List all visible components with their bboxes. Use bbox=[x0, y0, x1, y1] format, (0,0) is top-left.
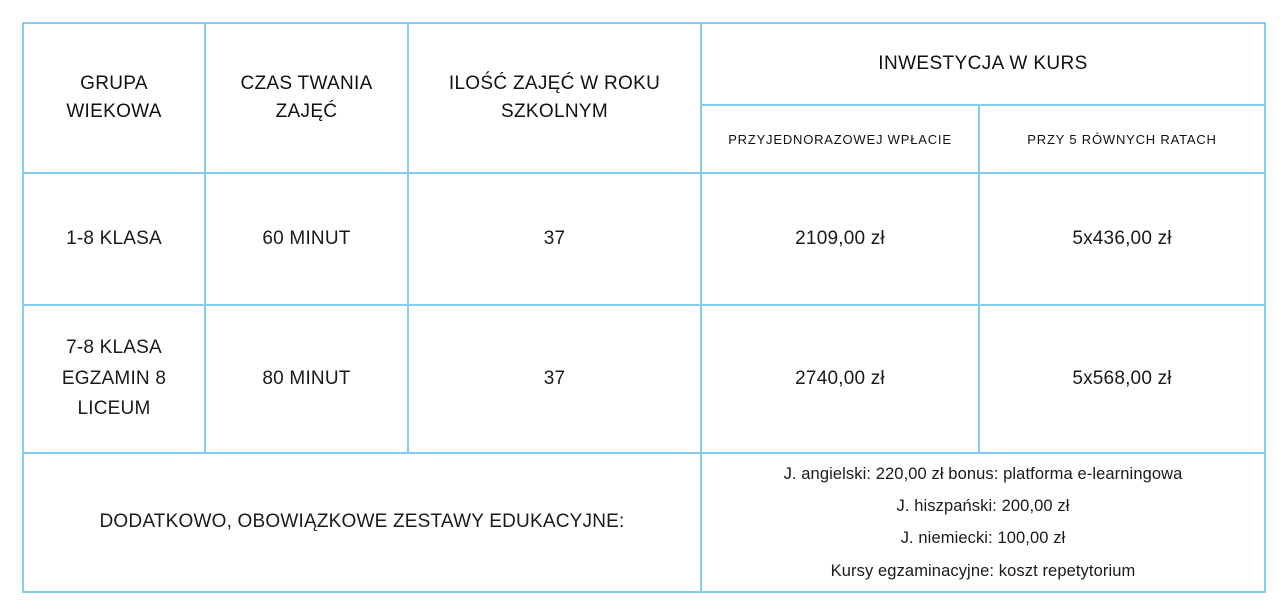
header-investment: INWESTYCJA W KURS bbox=[701, 23, 1265, 105]
row-1-group: 1-8 KLASA bbox=[23, 173, 205, 305]
list-item: J. hiszpański: 200,00 zł bbox=[896, 497, 1070, 516]
materials-list bbox=[710, 458, 1256, 587]
table-footer-row bbox=[23, 453, 1265, 592]
row-2-count: 37 bbox=[408, 305, 701, 453]
table-row bbox=[23, 305, 1265, 453]
table-row bbox=[23, 173, 1265, 305]
header-lesson-count: ILOŚĆ ZAJĘĆ W ROKU SZKOLNYM bbox=[408, 23, 701, 173]
list-item: Kursy egzaminacyjne: koszt repetytorium bbox=[830, 561, 1136, 580]
header-one-time-payment: PRZYJEDNORAZOWEJ WPŁACIE bbox=[701, 105, 979, 173]
header-duration: CZAS TWANIA ZAJĘĆ bbox=[205, 23, 408, 173]
footer-materials-list bbox=[701, 453, 1265, 592]
row-1-one-time: 2109,00 zł bbox=[701, 173, 979, 305]
row-1-count: 37 bbox=[408, 173, 701, 305]
header-five-installments: PRZY 5 RÓWNYCH RATACH bbox=[979, 105, 1265, 173]
footer-label: DODATKOWO, OBOWIĄZKOWE ZESTAWY EDUKACYJNE: bbox=[23, 453, 701, 592]
table-header-row-top bbox=[23, 23, 1265, 105]
pricing-table bbox=[22, 22, 1266, 593]
row-2-duration: 80 MINUT bbox=[205, 305, 408, 453]
row-2-group: 7-8 KLASA EGZAMIN 8 LICEUM bbox=[23, 305, 205, 453]
row-1-installments: 5x436,00 zł bbox=[979, 173, 1265, 305]
row-1-duration: 60 MINUT bbox=[205, 173, 408, 305]
header-age-group: GRUPA WIEKOWA bbox=[23, 23, 205, 173]
row-2-installments: 5x568,00 zł bbox=[979, 305, 1265, 453]
row-2-one-time: 2740,00 zł bbox=[701, 305, 979, 453]
list-item: J. niemiecki: 100,00 zł bbox=[900, 529, 1066, 548]
list-item: J. angielski: 220,00 zł bonus: platforma e-learningowa bbox=[783, 465, 1183, 483]
